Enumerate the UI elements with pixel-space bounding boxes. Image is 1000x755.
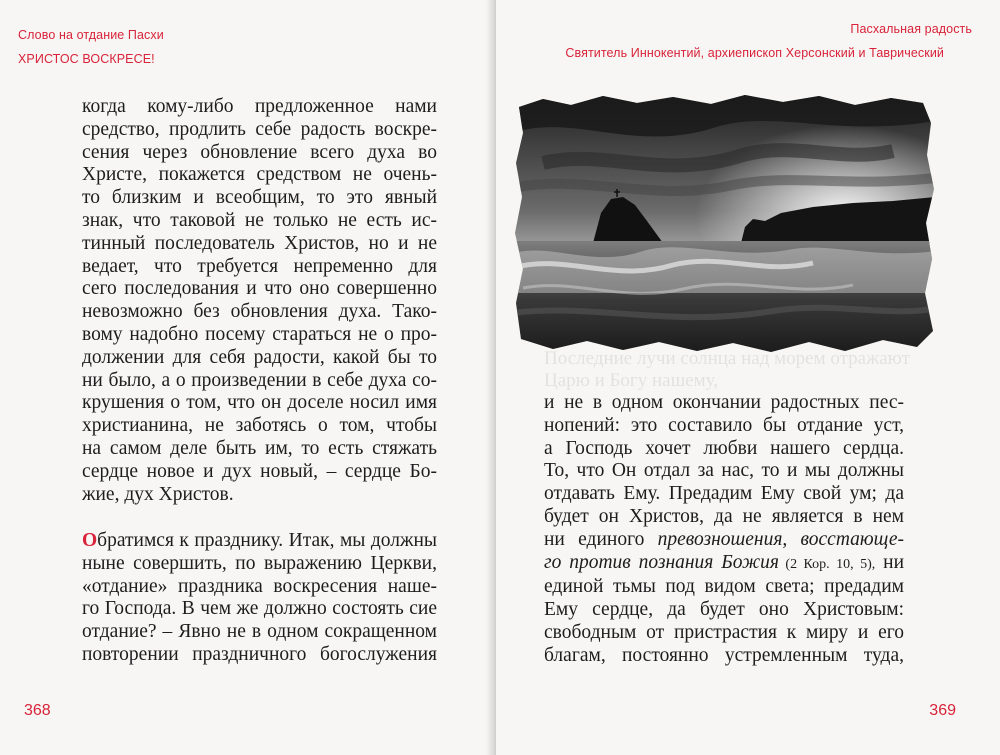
text-fragment: братимся к празднику. Итак, мы должны: [97, 530, 437, 551]
scripture-quote: го против познания Божия: [544, 551, 779, 573]
text-line-mixed: [544, 552, 904, 577]
right-body-text: [544, 392, 904, 668]
text-line: когда кому-либо предложенное нами: [82, 96, 437, 117]
text-line: Ему сердце, да будет оно Христовым:: [544, 599, 904, 621]
text-line: Христе, покажется средством не очень-: [82, 164, 437, 186]
text-line: средство, продлить себе радость воскре-: [82, 118, 437, 140]
drop-cap: О: [82, 530, 98, 551]
text-line-with-dropcap: [82, 530, 437, 553]
text-line: отдание? – Явно не в одном сокращенном: [82, 621, 437, 643]
left-page: [0, 0, 493, 755]
text-line: отдавать Ему. Предадим Ему свой ум; да: [544, 483, 904, 505]
right-running-header-subtitle: Святитель Иннокентий, архиепископ Херсонский и Таврический: [565, 46, 944, 60]
text-line: знак, что таковой не только не есть ис-: [82, 209, 437, 231]
text-fragment: ни единого: [544, 528, 658, 550]
text-line: единой тьмы под видом света; предадим: [544, 576, 904, 598]
text-line-mixed: [544, 529, 904, 552]
text-line: ведает, что требуется непременно для: [82, 255, 437, 277]
text-line: Царю и Богу нашему,: [544, 370, 719, 391]
text-line: то близким и всеобщим, то это явный: [82, 187, 437, 209]
text-line: на самом деле быть им, то есть стяжать: [82, 437, 437, 459]
text-line: сердце новое и дух новый, – сердце Бо-: [82, 460, 437, 482]
left-running-header-subtitle: ХРИСТОС ВОСКРЕСЕ!: [18, 52, 155, 66]
scripture-reference: (2 Кор. 10, 5),: [778, 556, 876, 572]
text-line: Последние лучи солнца над морем отражают: [544, 348, 910, 369]
seascape-photo: [513, 93, 936, 355]
text-line: нопений: это составило бы отдание уст,: [544, 414, 904, 436]
scripture-quote: превозношения, восстающе-: [657, 528, 904, 550]
text-line: «отдание» праздника воскресения наше-: [82, 575, 437, 597]
text-line: свободным от пристрастия к миру и его: [544, 621, 904, 643]
text-line: христианина, не заботясь о том, чтобы: [82, 415, 437, 437]
text-line: То, что Он отдал за нас, то и мы должны: [544, 460, 904, 482]
text-line: будет он Христов, да не является в нем: [544, 505, 904, 527]
left-paragraph-2: [82, 530, 437, 667]
text-line: должении для себя радости, какой бы то: [82, 346, 437, 368]
text-line: и не в одном окончании радостных пес-: [544, 392, 904, 413]
text-line: сего последования и что оно совершенно: [82, 278, 437, 300]
text-line: повторении праздничного богослужения: [82, 643, 437, 665]
text-line: вому надобно посему стараться не о про-: [82, 323, 437, 345]
text-line: ни было, а о произведении в себе духа со-: [82, 369, 437, 391]
text-line: невозможно без обновления духа. Тако-: [82, 301, 437, 323]
text-line: благам, постоянно устремленным туда,: [544, 644, 904, 666]
left-running-header-title: Слово на отдание Пасхи: [18, 28, 164, 42]
text-line: го Господа. В чем же должно состоять сие: [82, 598, 437, 620]
text-line: ныне совершить, по выражению Церкви,: [82, 552, 437, 574]
text-fragment: ни: [875, 551, 905, 573]
left-paragraph-1: [82, 96, 437, 506]
right-page-number: 369: [929, 702, 956, 719]
left-page-number: 368: [24, 702, 51, 719]
text-line: тинный последователь Христов, но и не: [82, 232, 437, 254]
right-running-header-title: Пасхальная радость: [850, 22, 972, 36]
text-line: сения через обновление всего духа во: [82, 141, 437, 163]
text-line: а Господь хочет любви нашего сердца.: [544, 437, 904, 459]
text-line: жие, дух Христов.: [82, 483, 234, 505]
text-line: крушения о том, что он доселе носил имя: [82, 392, 437, 414]
